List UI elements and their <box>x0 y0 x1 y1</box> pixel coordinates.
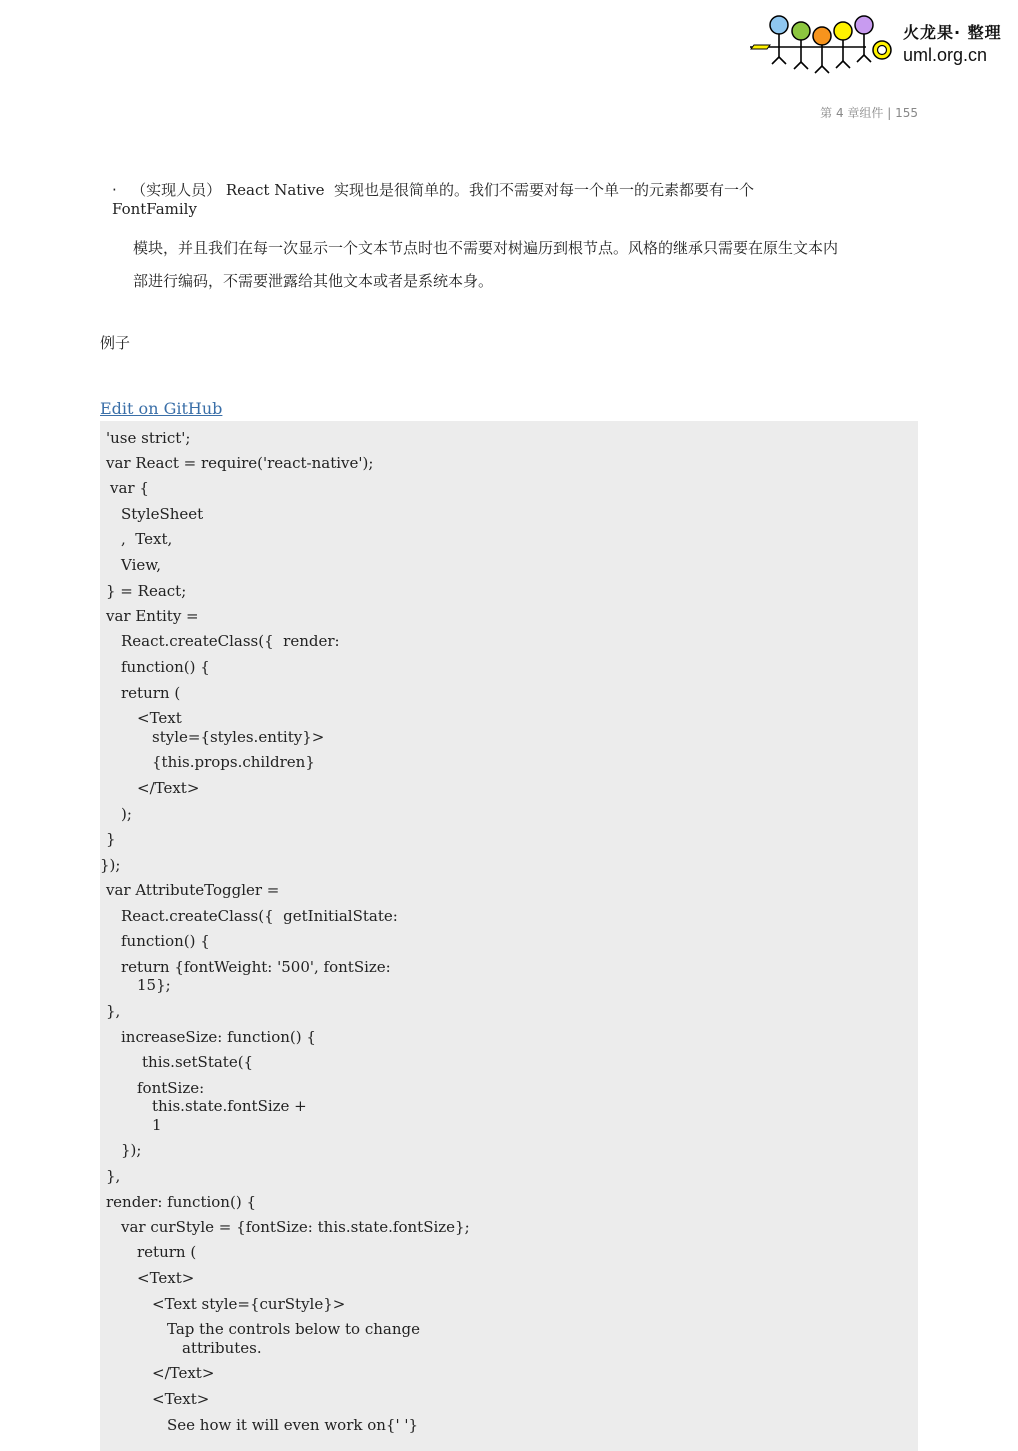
code-line: fontSize: <box>137 1079 205 1097</box>
code-line: }, <box>106 1167 121 1185</box>
logo <box>748 12 1010 76</box>
code-line: </Text> <box>152 1364 215 1382</box>
bullet-suffix: 实现也是很简单的。我们不需要对每一个单一的元素都要有一个 <box>334 181 755 199</box>
code-line: {this.props.children} <box>152 753 315 771</box>
code-line: <Text style={curStyle}> <box>152 1295 346 1313</box>
code-line: return {fontWeight: '500', fontSize: <box>121 958 391 976</box>
code-line: function() { <box>121 932 210 950</box>
paragraph-line-1: 模块，并且我们在每一次显示一个文本节点时也不需要对树遍历到根节点。风格的继承只需要在原生文本内 <box>133 239 839 257</box>
code-line: <Text> <box>152 1390 210 1408</box>
bullet-prefix: （实现人员） <box>131 181 222 199</box>
code-line: React.createClass({ render: <box>121 632 340 650</box>
code-line: See how it will even work on{' '} <box>167 1416 419 1434</box>
code-line: <Text> <box>137 1269 195 1287</box>
code-line: var React = require('react-native'); <box>106 454 374 472</box>
code-line: React.createClass({ getInitialState: <box>121 907 398 925</box>
code-line: }); <box>100 856 121 874</box>
code-line: 15}; <box>137 976 171 994</box>
code-line: var { <box>110 479 149 497</box>
code-line: return ( <box>121 684 181 702</box>
code-line: } <box>106 830 116 848</box>
code-line: Tap the controls below to change <box>167 1320 420 1338</box>
logo-title: 火龙果· 整理 <box>903 23 1002 42</box>
code-line: }, <box>106 1002 121 1020</box>
code-line: View, <box>121 556 162 574</box>
code-block <box>100 421 918 1451</box>
bullet-marker: · <box>112 181 117 199</box>
paragraph-line-2: 部进行编码，不需要泄露给其他文本或者是系统本身。 <box>133 272 494 290</box>
code-line: var curStyle = {fontSize: this.state.fontSize}; <box>121 1218 470 1236</box>
code-line: } = React; <box>106 582 187 600</box>
bullet-continuation: FontFamily <box>112 200 197 218</box>
code-line: style={styles.entity}> <box>152 728 325 746</box>
stick-figures-logo-icon <box>748 12 898 76</box>
code-line: , Text, <box>121 530 173 548</box>
page-header: 第 4 章组件 | 155 <box>820 106 918 120</box>
bullet-line <box>112 181 912 200</box>
edit-on-github-link[interactable]: Edit on GitHub <box>100 399 223 418</box>
code-line: StyleSheet <box>121 505 204 523</box>
code-line: return ( <box>137 1243 197 1261</box>
paragraph <box>133 232 923 298</box>
code-line: render: function() { <box>106 1193 256 1211</box>
code-line: ); <box>121 805 132 823</box>
code-line: increaseSize: function() { <box>121 1028 316 1046</box>
logo-text <box>903 20 1002 66</box>
example-heading: 例子 <box>100 334 131 352</box>
code-line: function() { <box>121 658 210 676</box>
code-line: this.setState({ <box>142 1053 254 1071</box>
code-line: }); <box>121 1141 142 1159</box>
code-line: </Text> <box>137 779 200 797</box>
code-line: 'use strict'; <box>106 429 191 447</box>
bullet-item <box>112 181 912 219</box>
code-line: var AttributeToggler = <box>106 881 280 899</box>
code-line: attributes. <box>182 1339 262 1357</box>
code-line: var Entity = <box>106 607 199 625</box>
code-line: 1 <box>152 1116 162 1134</box>
code-line: <Text <box>137 709 182 727</box>
code-line: this.state.fontSize + <box>152 1097 307 1115</box>
bullet-term: React Native <box>225 181 325 199</box>
logo-url: uml.org.cn <box>903 45 988 65</box>
